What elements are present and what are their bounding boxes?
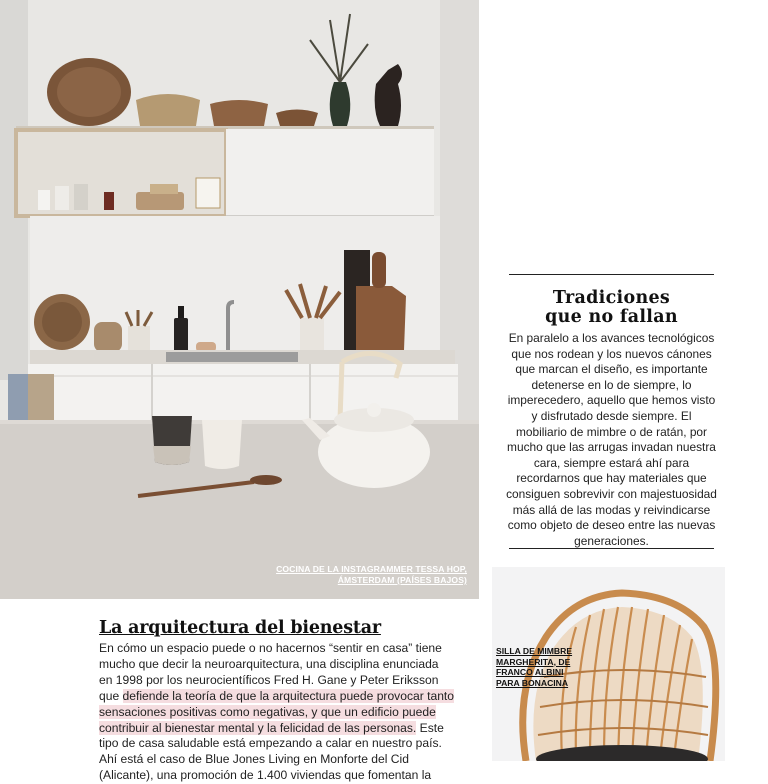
sidebar-top-rule xyxy=(509,274,714,275)
chair-photo xyxy=(492,567,725,761)
sidebar-bottom-rule xyxy=(509,548,714,549)
sidebar-title: Tradiciones que no fallan xyxy=(545,288,678,327)
photo-caption-line-1: COCINA DE LA INSTAGRAMMER TESSA HOP, xyxy=(276,564,467,574)
photo-caption-line-2: ÁMSTERDAM (PAÍSES BAJOS) xyxy=(337,575,467,585)
article-body-text-2: Este tipo de casa saludable está empezando a calar en nuestro país. Ahí está el caso de Blue Jones Living en Monforte del Cid (Alicante), una promoción de 1.400 viviendas que fomentan la xyxy=(99,720,444,783)
article-body-highlight: defiende la teoría de que la arquitectura puede provocar tanto sensaciones positivas como negativas, y que un edificio puede contribuir al bienestar mental y la felicidad de las personas. xyxy=(99,688,455,735)
kitchen-illustration xyxy=(0,0,479,599)
photo-caption xyxy=(227,564,467,586)
sidebar-body: En paralelo a los avances tecnológicos que nos rodean y los nuevos cánones que marcan el diseño, es importante detenerse en lo de siempre, lo imperecedero, aquello que hemos visto y disfrutado desde siempre. El mobiliario de mimbre o de ratán, por mucho que las arrugas invadan nuestra cara, siempre estará ahí para recordarnos que hay materiales que consiguen sobrevivir con majestuosidad más allá de las modas y reivindicarse como objeto de deseo entre las nuevas generaciones. xyxy=(506,331,717,548)
article-body-text-1: En cómo un espacio puede o no hacernos “sentir en casa” tiene mucho que decir la neuroarquitectura, una disciplina enunciada en 1998 por los neurocientíficos Fred H. Gane y Peter Eriksson que xyxy=(99,641,442,703)
kitchen-photo xyxy=(0,0,479,599)
chair-caption: SILLA DE MIMBRE MARGHERITA, DE FRANCO ALBINI PARA BONACINA xyxy=(496,646,573,688)
article-body xyxy=(99,641,455,784)
article-title: La arquitectura del bienestar xyxy=(99,618,381,638)
